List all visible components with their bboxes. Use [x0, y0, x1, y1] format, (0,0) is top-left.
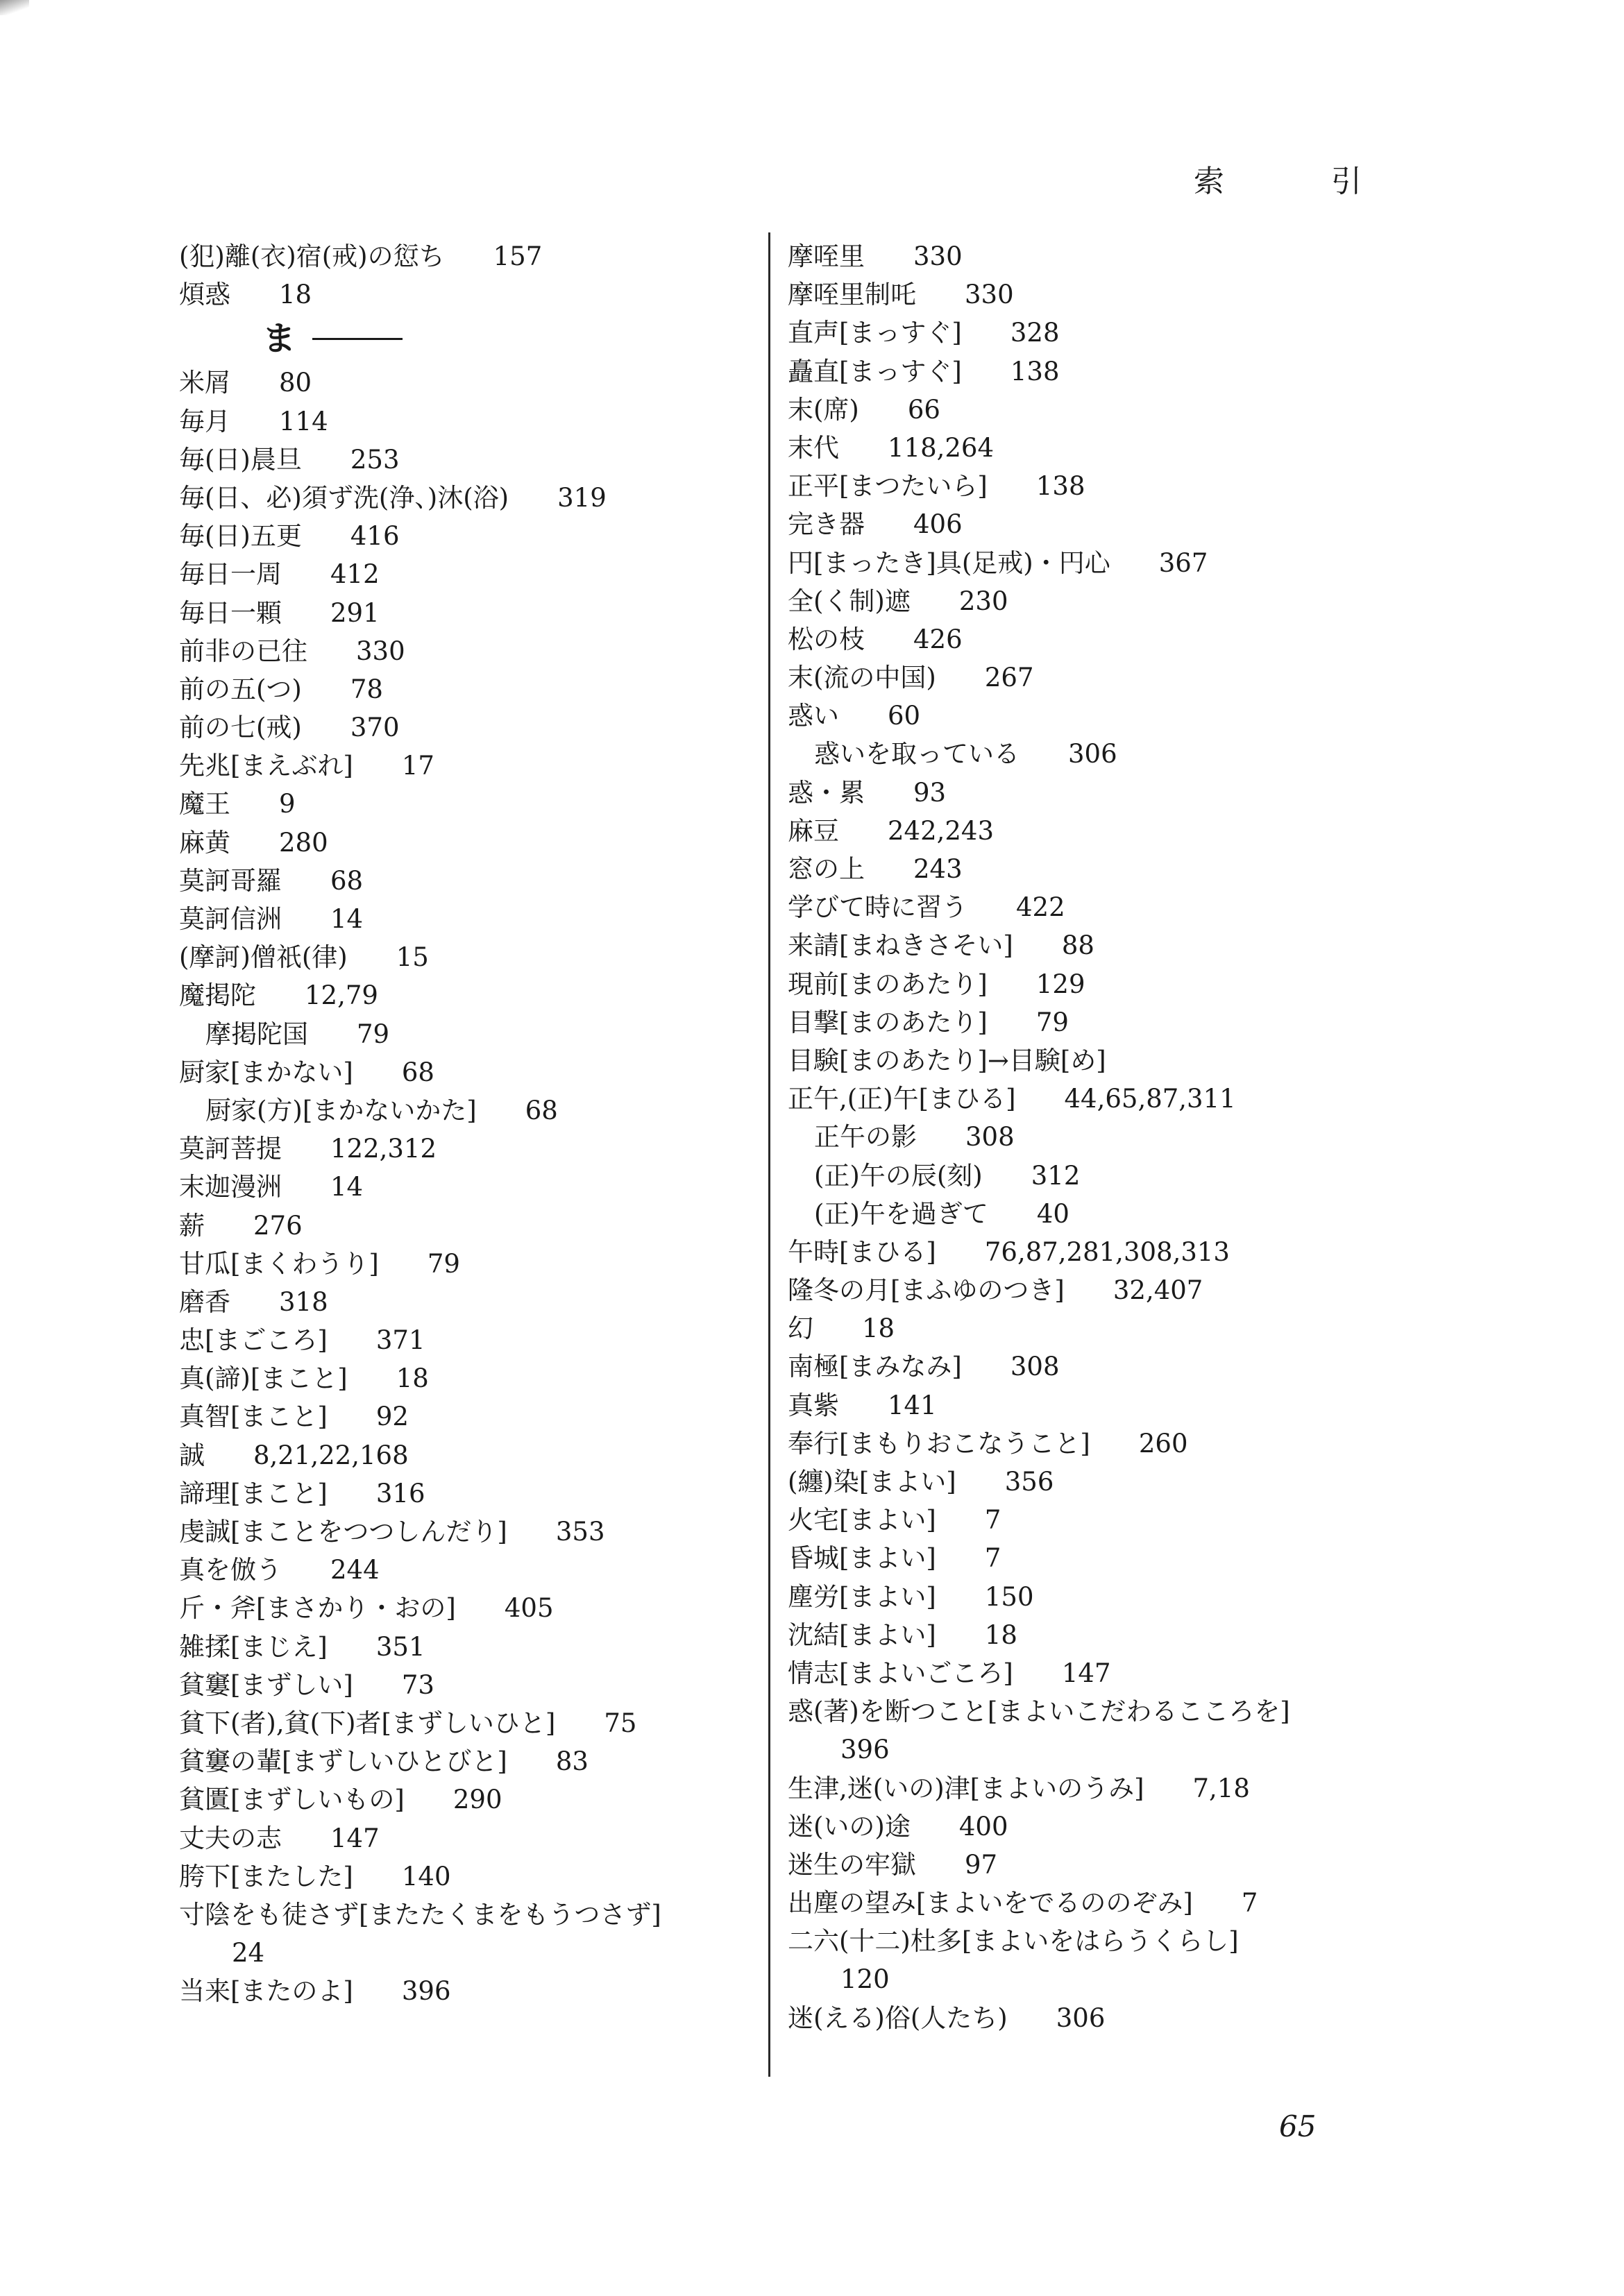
entry-pages: 280: [279, 827, 328, 858]
index-entry: [179, 1896, 845, 1934]
entry-term: 学びて時に習う: [788, 892, 967, 923]
index-entry: [788, 237, 1454, 275]
entry-term: 末迦漫洲: [179, 1172, 282, 1202]
entry-term: 全(く制)遮: [788, 586, 911, 616]
entry-term: 麻豆: [788, 815, 839, 846]
index-entry-continuation: [788, 1960, 1454, 1998]
index-entry: [788, 1884, 1454, 1922]
section-heading-label: ま: [262, 319, 296, 359]
entry-pages: 79: [427, 1248, 460, 1279]
entry-term: 松の枝: [788, 624, 865, 654]
entry-term: 現前[まのあたり]: [788, 969, 988, 999]
entry-term: 薪: [179, 1210, 205, 1241]
index-entry: [179, 1474, 845, 1513]
entry-pages: 76,87,281,308,313: [984, 1236, 1230, 1267]
index-entry: [179, 1053, 845, 1091]
entry-pages: 253: [350, 444, 400, 475]
entry-term: 惑い: [788, 701, 839, 731]
index-entry-continuation: [179, 1934, 845, 1972]
entry-pages: 230: [958, 586, 1008, 616]
entry-pages: 242,243: [888, 815, 995, 846]
entry-term: 莫訶菩提: [179, 1134, 282, 1164]
entry-pages: 66: [907, 394, 940, 425]
index-entry: [179, 1130, 845, 1168]
entry-pages: 15: [396, 942, 429, 973]
entry-pages: 18: [396, 1363, 429, 1394]
entry-term: 先兆[まえぶれ]: [179, 751, 353, 781]
entry-pages: 426: [913, 624, 963, 654]
entry-term: 迷(える)俗(人たち): [788, 2002, 1008, 2033]
entry-term: (摩訶)僧祇(律): [179, 942, 348, 973]
index-entry: [179, 1704, 845, 1742]
entry-term: 虔誠[まことをつつしんだり]: [179, 1517, 507, 1547]
entry-pages: 122,312: [330, 1134, 437, 1164]
index-entry: [788, 1347, 1454, 1386]
index-entry: [179, 1628, 845, 1666]
entry-term: 正午,(正)午[まひる]: [788, 1084, 1016, 1114]
entry-term: 毎(日、必)須ず洗(浄、)沐(浴): [179, 482, 509, 513]
entry-term: 正平[まつたいら]: [788, 471, 988, 502]
entry-term: 円[まったき]具(足戒)・円心: [788, 547, 1110, 578]
entry-term: 貧窶の輩[まずしいひとびと]: [179, 1746, 507, 1777]
index-entry: [179, 1359, 845, 1397]
entry-term: 魔王: [179, 789, 230, 819]
entry-term: 魔掲陀: [179, 980, 256, 1011]
index-entry: [788, 697, 1454, 735]
entry-pages: 318: [279, 1286, 328, 1317]
entry-term: 厨家(方)[まかないかた]: [205, 1095, 477, 1125]
entry-pages: 68: [525, 1095, 558, 1125]
index-entry: [788, 1003, 1454, 1041]
index-entry: [179, 1551, 845, 1589]
index-entry: [179, 517, 845, 555]
index-entry: [179, 1207, 845, 1245]
entry-pages: 79: [357, 1019, 390, 1049]
entry-term: 貧窶[まずしい]: [179, 1669, 353, 1700]
entry-pages: 140: [401, 1861, 451, 1891]
entry-pages: 7: [984, 1543, 1001, 1574]
entry-term: (纏)染[まよい]: [788, 1467, 956, 1497]
entry-term: 火宅[まよい]: [788, 1505, 936, 1536]
page-number: 65: [1279, 2109, 1317, 2143]
entry-pages: 78: [350, 674, 383, 704]
index-entry: [788, 429, 1454, 467]
index-entry: [788, 505, 1454, 543]
index-entry: [179, 824, 845, 862]
index-entry: [179, 1168, 845, 1206]
entry-pages: 8,21,22,168: [253, 1440, 409, 1470]
entry-pages: 244: [330, 1555, 380, 1585]
entry-pages: 141: [888, 1390, 937, 1420]
index-subentry: [788, 1195, 1454, 1233]
entry-term: 真を倣う: [179, 1555, 282, 1585]
index-entry: [179, 1283, 845, 1321]
entry-pages: 405: [504, 1593, 554, 1624]
entry-term: 麻黄: [179, 827, 230, 858]
index-entry: [788, 1769, 1454, 1808]
index-entry: [179, 555, 845, 593]
index-entry: [179, 785, 845, 823]
entry-term: 甘瓜[まくわうり]: [179, 1248, 379, 1279]
entry-term: 隆冬の月[まふゆのつき]: [788, 1275, 1065, 1306]
entry-term: 二六(十二)杜多[まよいをはらうくらし]: [788, 1926, 1239, 1957]
entry-pages: 406: [913, 509, 963, 540]
entry-term: 胯下[またした]: [179, 1861, 353, 1891]
entry-pages: 370: [350, 713, 400, 743]
entry-term: (正)午の辰(刻): [814, 1160, 983, 1191]
entry-pages: 416: [350, 521, 400, 552]
index-entry: [179, 747, 845, 785]
entry-pages: 80: [279, 368, 312, 398]
entry-pages: 114: [279, 406, 328, 436]
index-entry: [788, 1501, 1454, 1539]
index-entry: [788, 1080, 1454, 1118]
entry-term: 生津,迷(いの)津[まよいのうみ]: [788, 1773, 1144, 1803]
section-heading: [179, 314, 845, 364]
entry-term: 煩惑: [179, 280, 230, 310]
index-entry: [788, 352, 1454, 391]
entry-term: 迷生の牢獄: [788, 1849, 916, 1880]
entry-term: 塵労[まよい]: [788, 1581, 936, 1612]
index-entry: [788, 1654, 1454, 1692]
entry-term: 来請[まねきさそい]: [788, 930, 1013, 961]
index-subentry: [788, 735, 1454, 773]
index-column-right: [788, 237, 1454, 2037]
index-entry: [179, 1857, 845, 1896]
index-entry: [788, 1425, 1454, 1463]
entry-pages: 396: [401, 1976, 451, 2007]
index-entry: [788, 1463, 1454, 1501]
index-entry: [179, 900, 845, 938]
entry-term: 前の五(つ): [179, 674, 302, 704]
index-entry: [788, 544, 1454, 582]
entry-term: 摩掲陀国: [205, 1019, 308, 1049]
entry-pages: 68: [401, 1057, 434, 1087]
index-entry: [788, 850, 1454, 888]
entry-pages: 400: [958, 1811, 1008, 1842]
scan-artifact: [0, 0, 29, 15]
entry-pages: 260: [1138, 1428, 1188, 1459]
index-entry: [179, 670, 845, 708]
index-subentry: [788, 1118, 1454, 1156]
entry-term: 厨家[まかない]: [179, 1057, 353, 1087]
entry-term: 摩咥里制吒: [788, 280, 916, 310]
entry-term: 出塵の望み[まよいをでるののぞみ]: [788, 1888, 1193, 1919]
index-entry: [179, 1397, 845, 1436]
index-entry: [788, 1386, 1454, 1425]
entry-term: 末(流の中国): [788, 663, 936, 693]
entry-term: 沈結[まよい]: [788, 1619, 936, 1650]
index-entry: [179, 441, 845, 479]
entry-pages: 97: [965, 1849, 998, 1880]
entry-term: 莫訶哥羅: [179, 865, 282, 896]
index-subentry: [788, 1157, 1454, 1195]
index-entry: [179, 976, 845, 1014]
entry-term: 午時[まひる]: [788, 1236, 936, 1267]
entry-pages: 147: [330, 1823, 380, 1853]
index-entry: [788, 1616, 1454, 1654]
entry-pages: 40: [1036, 1198, 1069, 1229]
index-entry: [179, 1321, 845, 1359]
entry-pages: 243: [913, 854, 963, 884]
index-entry: [788, 1922, 1454, 1960]
entry-pages: 396: [840, 1735, 890, 1765]
entry-term: 惑・累: [788, 777, 865, 808]
index-entry: [179, 938, 845, 976]
entry-term: 忠[まごころ]: [179, 1325, 328, 1356]
entry-term: 摩咥里: [788, 241, 865, 271]
entry-pages: 68: [330, 865, 364, 896]
entry-pages: 18: [279, 280, 312, 310]
entry-pages: 308: [1010, 1352, 1060, 1382]
entry-term: 惑(著)を断つこと[まよいこだわるこころを]: [788, 1697, 1290, 1727]
entry-pages: 330: [356, 636, 405, 666]
entry-term: 正午の影: [814, 1122, 917, 1153]
entry-term: 諦理[まこと]: [179, 1478, 328, 1508]
entry-pages: 14: [330, 904, 364, 934]
index-entry: [788, 1271, 1454, 1309]
entry-pages: 120: [840, 1964, 890, 1995]
entry-pages: 367: [1158, 547, 1208, 578]
entry-term: 直声[まっすぐ]: [788, 318, 962, 348]
index-entry: [788, 926, 1454, 964]
index-entry: [788, 275, 1454, 314]
entry-pages: 291: [330, 597, 380, 628]
entry-pages: 290: [452, 1785, 502, 1815]
entry-pages: 316: [375, 1478, 425, 1508]
entry-pages: 93: [913, 777, 947, 808]
entry-term: 真智[まこと]: [179, 1402, 328, 1432]
index-entry: [788, 1539, 1454, 1577]
entry-term: 米屑: [179, 368, 230, 398]
index-entry: [788, 1999, 1454, 2037]
index-entry: [788, 467, 1454, 505]
entry-term: 完き器: [788, 509, 865, 540]
index-entry: [788, 658, 1454, 697]
index-entry: [179, 479, 845, 517]
index-entry: [179, 275, 845, 314]
index-entry: [788, 774, 1454, 812]
entry-term: 毎(日)五更: [179, 521, 302, 552]
index-entry: [179, 594, 845, 632]
entry-pages: 412: [330, 559, 380, 590]
entry-term: 真(諦)[まこと]: [179, 1363, 348, 1394]
index-entry: [179, 1972, 845, 2010]
index-subentry: [179, 1015, 845, 1053]
entry-pages: 18: [984, 1619, 1017, 1650]
entry-pages: 312: [1031, 1160, 1081, 1191]
entry-term: 毎日一顆: [179, 597, 282, 628]
index-entry: [788, 314, 1454, 352]
entry-term: 昏城[まよい]: [788, 1543, 936, 1574]
entry-pages: 7: [984, 1505, 1001, 1536]
index-entry: [788, 391, 1454, 429]
index-entry: [179, 402, 845, 441]
entry-pages: 353: [555, 1517, 605, 1547]
index-entry: [788, 1808, 1454, 1846]
entry-pages: 306: [1068, 739, 1117, 769]
entry-pages: 17: [401, 751, 434, 781]
entry-term: 前非の已往: [179, 636, 307, 666]
entry-term: 磨香: [179, 1286, 230, 1317]
entry-pages: 14: [330, 1172, 364, 1202]
entry-pages: 330: [965, 280, 1014, 310]
entry-term: 斤・斧[まさかり・おの]: [179, 1593, 456, 1624]
entry-term: 毎月: [179, 406, 230, 436]
entry-term: 矗直[まっすぐ]: [788, 356, 962, 386]
entry-pages: 147: [1061, 1658, 1111, 1688]
running-header: 索 引: [1194, 164, 1410, 199]
index-entry: [788, 620, 1454, 658]
index-entry: [788, 1041, 1454, 1080]
index-entry: [179, 237, 845, 275]
entry-term: 当来[またのよ]: [179, 1976, 353, 2007]
column-divider: [768, 232, 770, 2077]
entry-pages: 138: [1010, 356, 1060, 386]
entry-pages: 79: [1035, 1007, 1069, 1037]
entry-term: 莫訶信洲: [179, 904, 282, 934]
entry-term: 末代: [788, 432, 839, 463]
index-entry: [179, 862, 845, 900]
index-entry: [788, 812, 1454, 850]
entry-term: 惑いを取っている: [814, 739, 1020, 769]
index-entry: [179, 1436, 845, 1474]
index-entry: [788, 1846, 1454, 1884]
entry-pages: 18: [862, 1313, 895, 1344]
entry-pages: 129: [1035, 969, 1085, 999]
entry-pages: 308: [965, 1122, 1015, 1153]
entry-pages: 138: [1035, 471, 1085, 502]
entry-term: 前の七(戒): [179, 713, 302, 743]
entry-pages: 267: [984, 663, 1034, 693]
entry-pages: 330: [913, 241, 963, 271]
entry-pages: 371: [375, 1325, 425, 1356]
index-entry: [179, 1666, 845, 1704]
entry-term: 幻: [788, 1313, 813, 1344]
index-entry-continuation: [788, 1730, 1454, 1769]
entry-term: 情志[まよいごころ]: [788, 1658, 1013, 1688]
entry-term: 目撃[まのあたり]: [788, 1007, 988, 1037]
entry-term: 奉行[まもりおこなうこと]: [788, 1428, 1090, 1459]
entry-term: 雑揉[まじえ]: [179, 1631, 328, 1662]
section-rule: [312, 338, 403, 340]
index-entry: [788, 965, 1454, 1003]
index-entry: [179, 1589, 845, 1627]
index-entry: [179, 632, 845, 670]
index-entry: [788, 888, 1454, 926]
index-entry: [179, 364, 845, 402]
entry-term: (犯)離(衣)宿(戒)の愆ち: [179, 241, 445, 271]
index-column-left: [179, 237, 845, 2010]
entry-pages: 7: [1241, 1888, 1258, 1919]
entry-term: 真紫: [788, 1390, 839, 1420]
entry-term: 貧匱[まずしいもの]: [179, 1785, 405, 1815]
entry-term: 末(席): [788, 394, 859, 425]
entry-pages: 157: [493, 241, 543, 271]
entry-term: 貧下(者),貧(下)者[まずしいひと]: [179, 1708, 556, 1738]
entry-pages: 12,79: [305, 980, 378, 1011]
entry-pages: 60: [888, 701, 921, 731]
entry-term: 寸陰をも徒さず[またたくまをもうつさず]: [179, 1899, 661, 1930]
index-entry: [179, 1780, 845, 1819]
entry-term: 毎日一周: [179, 559, 282, 590]
entry-pages: 24: [232, 1938, 265, 1968]
entry-pages: 306: [1056, 2002, 1106, 2033]
entry-term: 窓の上: [788, 854, 865, 884]
entry-term: 迷(いの)途: [788, 1811, 911, 1842]
entry-pages: 276: [253, 1210, 303, 1241]
index-entry: [179, 1245, 845, 1283]
index-entry: [788, 1578, 1454, 1616]
entry-pages: 319: [557, 482, 607, 513]
entry-term: 毎(日)晨旦: [179, 444, 302, 475]
entry-pages: 73: [401, 1669, 434, 1700]
index-subentry: [179, 1091, 845, 1130]
entry-pages: 32,407: [1113, 1275, 1203, 1306]
index-entry: [788, 1233, 1454, 1271]
entry-pages: 351: [375, 1631, 425, 1662]
entry-pages: 83: [555, 1746, 589, 1777]
index-entry: [179, 1819, 845, 1857]
entry-term: 南極[まみなみ]: [788, 1352, 962, 1382]
index-entry: [179, 708, 845, 747]
entry-pages: 150: [984, 1581, 1034, 1612]
entry-pages: 92: [375, 1402, 409, 1432]
index-entry: [179, 1513, 845, 1551]
entry-pages: 75: [604, 1708, 637, 1738]
entry-pages: 422: [1016, 892, 1065, 923]
entry-pages: 328: [1010, 318, 1060, 348]
entry-pages: 356: [1004, 1467, 1054, 1497]
entry-pages: 44,65,87,311: [1064, 1084, 1236, 1114]
entry-pages: 7,18: [1192, 1773, 1250, 1803]
entry-term: 丈夫の志: [179, 1823, 282, 1853]
entry-term: 誠: [179, 1440, 205, 1470]
index-entry: [788, 1309, 1454, 1347]
entry-pages: 88: [1061, 930, 1094, 961]
entry-pages: 118,264: [888, 432, 995, 463]
entry-term: 目験[まのあたり]→目験[め]: [788, 1045, 1106, 1075]
index-entry: [179, 1742, 845, 1780]
entry-pages: 9: [279, 789, 296, 819]
entry-term: (正)午を過ぎて: [814, 1198, 988, 1229]
index-entry: [788, 582, 1454, 620]
index-entry: [788, 1692, 1454, 1730]
